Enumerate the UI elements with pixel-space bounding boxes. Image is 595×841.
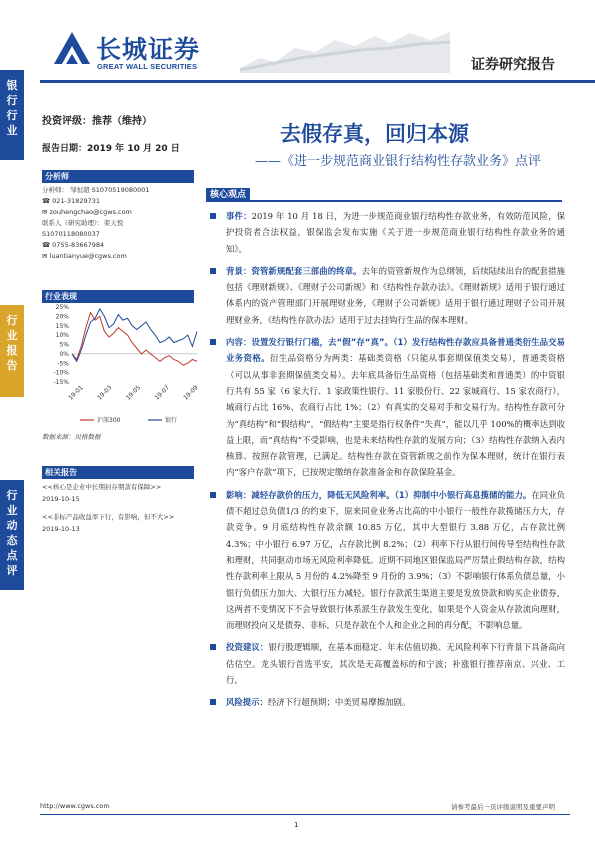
core-views-tab: 核心观点 bbox=[206, 188, 250, 201]
footer-website-link[interactable]: http://www.cgws.com bbox=[40, 802, 110, 810]
page-number: 1 bbox=[294, 821, 299, 829]
series-line-1 bbox=[72, 309, 197, 362]
email-icon: ✉ bbox=[42, 208, 50, 216]
report-title: 去假存真，回归本源 bbox=[280, 122, 469, 146]
bullet-background: 背景：资管新规配套三部曲的终章。去年的资管新规作为总纲领，后续陆续出台的配套措施包括《理财新规》、《理财子公司新规》和《结构性存款办法》。《理财新规》适用于银行通过体系内的资产管理部门开展理财业务，《理财子公司新规》适用于银行通过理财子公司开展理财业务，《结构性存款办法》适用于过去挂钩行生品的保本理财。 bbox=[209, 263, 565, 328]
report-date: 报告日期：2019 年 10 月 20 日 bbox=[42, 144, 180, 154]
y-tick-label: 15% bbox=[55, 322, 69, 330]
y-tick-label: -15% bbox=[53, 379, 69, 386]
report-type-label: 证券研究报告 bbox=[471, 57, 555, 73]
y-tick-label: 20% bbox=[55, 313, 69, 321]
bullet-event: 事件：2019 年 10 月 18 日，为进一步规范商业银行结构性存款业务，有效防范风险，保护投资者合法权益，银保监会发布实施《关于进一步规范商业银行结构性存款业务的通知》。 bbox=[209, 208, 565, 257]
legend-label: 沪深300 bbox=[97, 417, 121, 424]
y-tick-label: -10% bbox=[53, 369, 69, 377]
great-wall-illustration-icon bbox=[240, 18, 450, 73]
logo-english: GREAT WALL SECURITIES bbox=[97, 62, 198, 71]
bullet-impact: 影响：减轻存款价的压力，降低无风险利率。（1）抑制中小银行高息揽储的能力。在同业负债不超过总负债1/3 的约束下，原来同业业务占比高的中小银行一般性存款揽储压力大，存款竞争。9 月底结构性存款余额 10.85 万亿，其中大型银行 3.88 万亿，占存款比例 4.3%；中小银行 6.97 万亿，占存款比例 8.2%；（2）利率下行从银行间传导至结构性存款和理财，共同驱动市场无风险利率降低。近期不同地区银保监局严厉禁止假结构存款，结构性存款利率上限从 5 月份的 4.2%降至 9 月份的 3.9%；（3）不影响银行体系负债总量，小银行负债压力加大、大银行压力减轻。银行存款派生渠道主要是发放贷款和购买企业债券，这两者不变情况下不会导致银行体系派生存款发生变化，如果是个人资金从存款流向理财，而理财投向又是债券、非标，只是存款在个人和企业之间的再分配，不影响总量。 bbox=[209, 487, 565, 634]
y-tick-label: 25% bbox=[55, 304, 69, 311]
y-tick-label: -5% bbox=[57, 360, 69, 368]
core-views-header bbox=[206, 188, 562, 202]
analyst-section-head: 分析师 bbox=[42, 170, 194, 183]
x-tick-label: 19-07 bbox=[153, 384, 171, 402]
email-icon: ✉ bbox=[42, 252, 50, 260]
related-reports-head: 相关报告 bbox=[42, 466, 194, 479]
phone-icon: ☎ bbox=[42, 197, 53, 205]
sidebar-commentary-tag: 行 业 动 态 点 评 bbox=[0, 480, 24, 590]
related-reports-list: <<核心是企业中长期封存期款有保障>> 2019-10-15 <<非标产品收益率下行，有影响，但不大>> 2019-10-13 bbox=[42, 483, 175, 533]
performance-section-head: 行业表现 bbox=[42, 290, 194, 303]
phone-icon: ☎ bbox=[42, 241, 53, 249]
x-tick-label: 19-01 bbox=[67, 384, 85, 402]
page-header bbox=[0, 0, 595, 86]
x-tick-label: 19-09 bbox=[182, 384, 200, 402]
y-tick-label: 0% bbox=[59, 350, 69, 358]
great-wall-logo-icon bbox=[52, 28, 92, 68]
logo-chinese: 长城证券 bbox=[96, 35, 201, 64]
industry-performance-chart bbox=[42, 302, 202, 432]
sidebar-report-tag: 行 业 报 告 bbox=[0, 305, 24, 397]
report-subtitle: ——《进一步规范商业银行结构性存款业务》点评 bbox=[255, 154, 542, 169]
bullet-content: 内容：设置发行银行门槛，去“假”存“真”。（1）发行结构性存款应具备普通类衍生品交易业务资格。衍生品资格分为两类：基础类资格（只能从事套期保值类交易），普通类资格（可以从事非套期保值类交易）。去年底具备衍生品资格（包括基础类和普通类）的中资银行共有 55 家（6 家大行、1 家政策性银行、11 家股份行、22 家城商行、15 家农商行），城商行占比 16%、农商行占比 1%；（2）有真实的交易对手和交易行为。结构性存款可分为“真结构”和“假结构”，“假结构”主要是指行权条件“失真”，能以几乎 100%的概率达到收益上限，而“真结构”不受影响，也是未来结构性存款的发展方向；（3）结构性存款纳入表内核算、按照存款管理，已满足。结构性存款在资管新规之前作为保本理财，统计在银行表内“客户存款”项下，已按规定缴纳存款准备金和存款保险基金。 bbox=[209, 334, 565, 481]
sidebar-industry-tag: 银 行 行 业 bbox=[0, 70, 24, 160]
investment-rating: 投资评级：推荐（维持） bbox=[42, 116, 152, 127]
analyst-info: 分析师： 邹恒超 S1070519080001 ☎ 021-31829731 ✉ zouhengchao@cgws.com 联系人（研究助理）：栾天悦 S1070118080037 ☎ 0755-83667984 ✉ luantianyue@cgws.com bbox=[42, 186, 150, 260]
footer-disclaimer: 请参考最后一页评级说明及重要声明 bbox=[451, 803, 555, 811]
y-tick-label: 10% bbox=[55, 332, 69, 340]
legend-label: 银行 bbox=[165, 417, 178, 424]
x-tick-label: 19-05 bbox=[124, 384, 143, 402]
x-tick-label: 19-03 bbox=[96, 384, 114, 402]
core-views-list bbox=[209, 208, 565, 717]
related-report-link[interactable]: <<核心是企业中长期封存期款有保障>> bbox=[42, 483, 162, 491]
left-meta bbox=[42, 112, 202, 154]
related-report-link[interactable]: <<非标产品收益率下行，有影响，但不大>> bbox=[42, 513, 175, 521]
chart-source-note: 数据来源：贝格数据 bbox=[42, 433, 101, 441]
header-divider bbox=[40, 80, 595, 83]
bullet-risk-warning: 风险提示：经济下行超预期；中美贸易摩擦加剧。 bbox=[209, 694, 565, 710]
series-line-0 bbox=[72, 313, 197, 366]
bullet-investment-advice: 投资建议：银行股逻辑顺，在基本面稳定、年末估值切换、无风险利率下行背景下具备高向估估空。龙头银行首选平安，其次是无高覆盖标的和宁波；补涨银行推荐南京、兴业、工行。 bbox=[209, 639, 565, 688]
footer-divider bbox=[40, 814, 570, 815]
y-tick-label: 5% bbox=[59, 341, 69, 349]
